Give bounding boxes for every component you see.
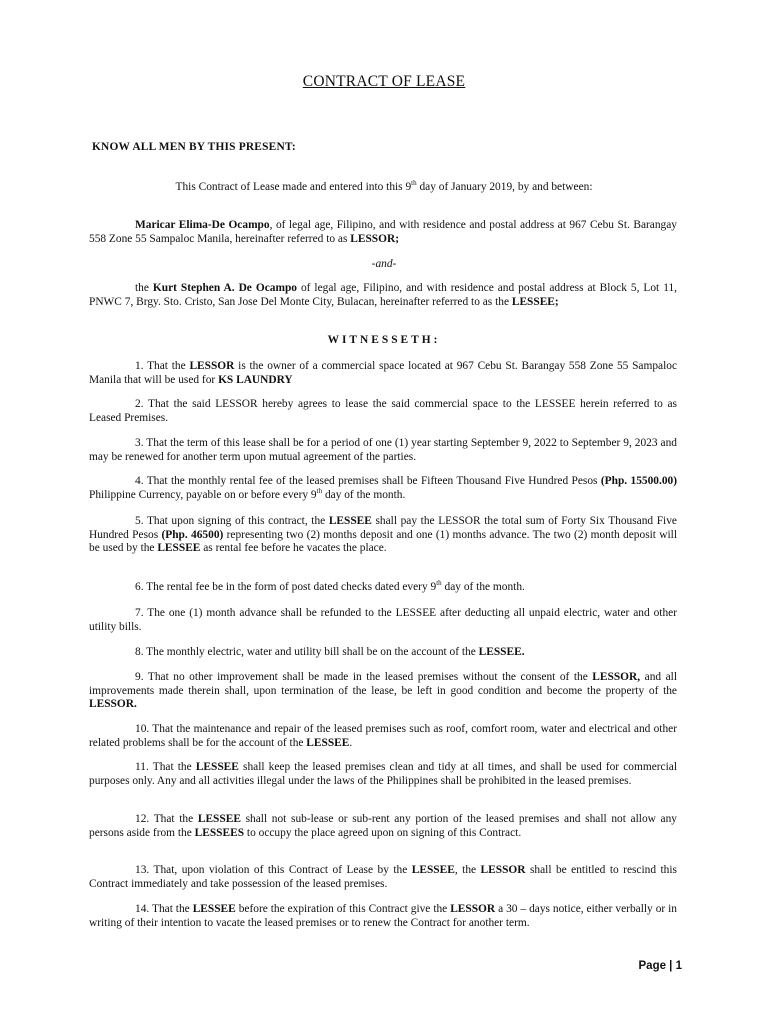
clause-2: 2. That the said LESSOR hereby agrees to lease the said commercial space to the LESSEE herein referred to as Leased Premises. (89, 398, 677, 424)
clause-13: 13. That, upon violation of this Contract of Lease by the LESSEE, the LESSOR shall be entitled to rescind this Contract immediately and take possession of the leased premises. (89, 864, 677, 890)
lessee-name: Kurt Stephen A. De Ocampo (152, 282, 297, 294)
witnesseth-heading: WITNESSETH: (327, 334, 441, 346)
clause-9: 9. That no other improvement shall be made in the leased premises without the consent of the LESSOR, and all improvements made therein shall, upon termination of the lease, be left in good condition and become the property of the LESSOR. (89, 671, 677, 711)
clause-1: 1. That the LESSOR is the owner of a commercial space located at 967 Cebu St. Barangay 558 Zone 55 Sampaloc Manila that will be used for KS LAUNDRY (89, 360, 678, 386)
document-title: CONTRACT OF LEASE (302, 73, 466, 90)
page-number: Page | 1 (638, 960, 682, 972)
clause-6: 6. The rental fee be in the form of post dated checks dated every 9th day of the month. (135, 579, 525, 593)
lessor-name: Maricar Elima-De Ocampo (135, 219, 270, 231)
clause-4: 4. That the monthly rental fee of the leased premises shall be Fifteen Thousand Five Hundred Pesos (Php. 15500.00) Philippine Currency, payable on or before every 9th day of the month. (89, 475, 678, 501)
clause-14: 14. That the LESSEE before the expiration of this Contract give the LESSOR a 30 – days notice, either verbally or in writing of their intention to vacate the leased premises or to renew the Contract for another term. (89, 903, 677, 929)
lessor-term: LESSOR; (350, 232, 399, 245)
lessee-term: LESSEE; (511, 295, 559, 308)
clause-7: 7. The one (1) month advance shall be refunded to the LESSEE after deducting all unpaid electric, water and other utility bills. (89, 607, 677, 633)
and-separator: -and- (371, 258, 397, 270)
lessee-party-paragraph: the Kurt Stephen A. De Ocampo of legal age, Filipino, and with residence and postal address at Block 5, Lot 11, PNWC 7, Brgy. Sto. Cristo, San Jose Del Monte City, Bulacan, hereinafter referred to as the LESSEE; (89, 282, 678, 308)
clause-5: 5. That upon signing of this contract, the LESSEE shall pay the LESSOR the total sum of Forty Six Thousand Five Hundred Pesos (Php. 46500) representing two (2) months deposit and one (1) months advance. The two (2) month deposit will be used by the LESSEE as rental fee before he vacates the place. (89, 515, 677, 555)
lessor-party-paragraph: Maricar Elima-De Ocampo, of legal age, Filipino, and with residence and postal address at 967 Cebu St. Barangay 558 Zone 55 Sampaloc Manila, hereinafter referred to as LESSOR; (89, 219, 677, 245)
intro-paragraph: This Contract of Lease made and entered into this 9th day of January 2019, by and between: (175, 179, 593, 193)
clause-12: 12. That the LESSEE shall not sub-lease or sub-rent any portion of the leased premises and shall not allow any persons aside from the LESSEES to occupy the place agreed upon on signing of this Contract. (89, 813, 677, 839)
clause-11: 11. That the LESSEE shall keep the leased premises clean and tidy at all times, and shall be used for commercial purposes only. Any and all activities illegal under the laws of the Philippines shall be prohibited in the leased premises. (89, 761, 677, 787)
clause-10: 10. That the maintenance and repair of the leased premises such as roof, comfort room, water and electrical and other related problems shall be for the account of the LESSEE. (89, 723, 677, 749)
preamble-heading: KNOW ALL MEN BY THIS PRESENT: (92, 141, 296, 153)
clause-3: 3. That the term of this lease shall be for a period of one (1) year starting September 9, 2022 to September 9, 2023 and may be renewed for another term upon mutual agreement of the parties. (89, 437, 677, 463)
clause-8: 8. The monthly electric, water and utility bill shall be on the account of the LESSEE. (135, 646, 525, 658)
